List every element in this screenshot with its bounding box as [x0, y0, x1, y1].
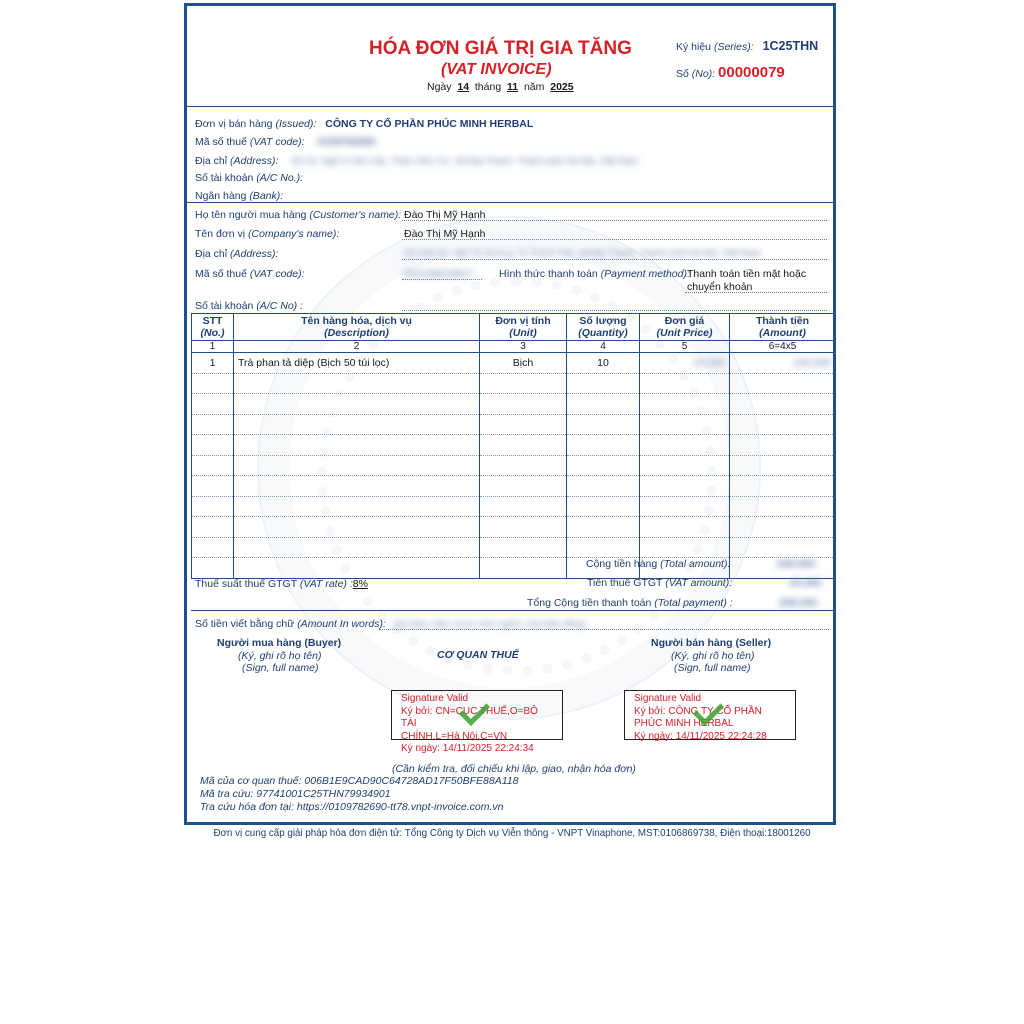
- tax-authority-code: Mã của cơ quan thuế: 006B1E9CAD90C64728AD17F50BFE88A118: [200, 775, 519, 787]
- column-header-unit-price: Đơn giá (Unit Price): [640, 314, 730, 341]
- signature-signer: Ký bởi: CÔNG TY CỔ PHẦN: [634, 705, 762, 717]
- series-value: 1C25THN: [762, 39, 819, 53]
- buyer-name-label: Họ tên người mua hàng (Customer's name):: [195, 209, 402, 221]
- invoice-date: Ngày 14 tháng 11 năm 2025: [427, 81, 574, 93]
- table-row: [192, 353, 836, 374]
- invoice-number: 00000079: [718, 64, 785, 81]
- seller-sign-title: Người bán hàng (Seller): [651, 637, 772, 649]
- buyer-sign-title: Người mua hàng (Buyer): [217, 637, 342, 649]
- table-row: [192, 537, 836, 558]
- table-row: [192, 414, 836, 435]
- buyer-tax-label: Mã số thuế (VAT code):: [195, 268, 305, 280]
- divider: [187, 106, 833, 107]
- payment-method-line1: Thanh toán tiền mặt hoặc: [687, 268, 807, 280]
- table-row: [192, 476, 836, 497]
- buyer-company: Đào Thị Mỹ Hạnh: [404, 228, 486, 240]
- index-cell: 6=4x5: [730, 341, 836, 353]
- dotted-line: [402, 310, 827, 311]
- seller-name-row: Đơn vị bán hàng (Issued): CÔNG TY CỔ PHẦN PHÚC MINH HERBAL: [195, 118, 534, 130]
- item-amount-cell: [730, 353, 836, 374]
- index-cell: 2: [234, 341, 480, 353]
- vat-rate-row: Thuế suất thuế GTGT (VAT rate) :8%: [195, 578, 368, 590]
- lookup-code: Mã tra cứu: 97741001C25THN79934901: [200, 788, 391, 800]
- seller-address-row: Địa chỉ (Address): Số 10, Ngõ 3 Văn Cầu, Thôn Hữu Tứ, Xã Đại Thanh, Thành phố Hà Nội, Việt Nam: [195, 155, 639, 167]
- seller-tax-code: 0109782690: [317, 136, 376, 148]
- dotted-line: [685, 292, 827, 293]
- signature-signer-cont: PHÚC MINH HERBAL: [634, 718, 734, 729]
- table-row: [192, 373, 836, 394]
- invoice-frame: [184, 3, 836, 825]
- dotted-line: [402, 279, 482, 280]
- verification-note: (Cần kiểm tra, đối chiếu khi lập, giao, nhận hóa đơn): [392, 763, 636, 775]
- buyer-sign-sub1: (Ký, ghi rõ họ tên): [238, 650, 322, 662]
- amount-in-words: Hai trăm năm mươi chín nghìn, hai trăm đồng: [392, 619, 586, 630]
- table-row: [192, 394, 836, 415]
- item-unit: Bịch: [480, 353, 567, 374]
- tax-authority-title: CƠ QUAN THUẾ: [437, 649, 519, 661]
- payment-method-line2: chuyển khoản: [687, 281, 753, 293]
- total-payment-label: Tổng Cộng tiền thanh toán (Total payment) :: [527, 597, 733, 609]
- buyer-name: Đào Thị Mỹ Hạnh: [404, 209, 486, 221]
- table-row: [192, 455, 836, 476]
- provider-footer: Đơn vị cung cấp giải pháp hóa đơn điện tử: Tổng Công ty Dịch vụ Viễn thông - VNPT Vinaphone, MST:0106869738, Điện thoại:18001260: [213, 828, 811, 839]
- buyer-sign-sub2: (Sign, full name): [242, 662, 319, 674]
- item-no: 1: [192, 353, 234, 374]
- signature-status: Signature Valid: [401, 693, 469, 704]
- column-header-unit: Đơn vị tính (Unit): [480, 314, 567, 341]
- column-header-amount: Thành tiền (Amount): [730, 314, 836, 341]
- divider: [187, 202, 833, 203]
- buyer-account-label: Số tài khoản (A/C No) :: [195, 300, 303, 312]
- buyer-company-label: Tên đơn vị (Company's name):: [195, 228, 340, 240]
- dotted-line: [402, 239, 827, 240]
- seller-sign-sub2: (Sign, full name): [674, 662, 751, 674]
- vat-rate: 8%: [352, 578, 368, 590]
- item-unit-price-cell: [640, 353, 730, 374]
- table-header-row: [192, 314, 836, 341]
- item-unit-price: 24.000: [692, 356, 725, 369]
- series-field: Ký hiệu (Series): 1C25THN: [676, 39, 819, 53]
- seller-company: CÔNG TY CỔ PHẦN PHÚC MINH HERBAL: [325, 118, 534, 130]
- dotted-line: [402, 259, 827, 260]
- invoice-subtitle: (VAT INVOICE): [441, 61, 552, 78]
- index-cell: 1: [192, 341, 234, 353]
- vat-amount-value: 19.200: [789, 577, 822, 589]
- table-row: [192, 496, 836, 517]
- total-amount-value: 240.000: [777, 558, 815, 570]
- index-cell: 5: [640, 341, 730, 353]
- index-cell: 4: [567, 341, 640, 353]
- items-table: [191, 313, 836, 579]
- vat-amount-label: Tiền thuế GTGT (VAT amount):: [587, 577, 733, 589]
- item-amount: 240.000: [793, 356, 831, 369]
- item-description: Trà phan tả diệp (Bịch 50 túi lọc): [234, 353, 480, 374]
- buyer-tax-code: 001158019627: [404, 268, 474, 280]
- buyer-address: Số nhà 32, ngõ 16 đường Tả Thanh Oai, xã Đại Thanh, Thành phố Hà Nội, Việt Nam: [404, 248, 762, 259]
- item-quantity: 10: [567, 353, 640, 374]
- dotted-line: [379, 629, 829, 630]
- total-amount-label: Cộng tiền hàng (Total amount):: [586, 558, 731, 570]
- table-row: [192, 558, 836, 579]
- table-index-row: [192, 341, 836, 353]
- invoice-number-field: Số (No): 00000079: [676, 64, 785, 81]
- seller-account-row: Số tài khoản (A/C No.):: [195, 172, 303, 184]
- payment-method-label: Hình thức thanh toán (Payment method):: [499, 268, 690, 280]
- signature-date: Ký ngày: 14/11/2025 22:24:34: [401, 743, 534, 754]
- signature-status: Signature Valid: [634, 693, 702, 704]
- table-row: [192, 435, 836, 456]
- seller-tax-row: Mã số thuế (VAT code): 0109782690: [195, 136, 376, 148]
- dotted-line: [402, 220, 827, 221]
- column-header-description: Tên hàng hóa, dịch vụ (Description): [234, 314, 480, 341]
- total-payment-value: 259.200: [779, 597, 817, 609]
- seller-address: Số 10, Ngõ 3 Văn Cầu, Thôn Hữu Tứ, Xã Đại Thanh, Thành phố Hà Nội, Việt Nam: [291, 156, 639, 167]
- buyer-address-label: Địa chỉ (Address):: [195, 248, 279, 260]
- signature-signer: Ký bởi: CN=CỤC THUẾ,O=BỘ TÀI: [401, 705, 538, 729]
- index-cell: 3: [480, 341, 567, 353]
- seller-bank-row: Ngân hàng (Bank):: [195, 190, 284, 202]
- signature-signer-cont: CHÍNH,L=Hà Nội,C=VN: [401, 730, 508, 742]
- table-row: [192, 517, 836, 538]
- column-header-no: STT (No.): [192, 314, 234, 341]
- divider: [191, 610, 835, 611]
- seller-sign-sub1: (Ký, ghi rõ họ tên): [671, 650, 755, 662]
- signature-date: Ký ngày: 14/11/2025 22:24:28: [634, 730, 767, 742]
- column-header-quantity: Số lượng (Quantity): [567, 314, 640, 341]
- amount-in-words-row: Số tiền viết bằng chữ (Amount In words): Hai trăm năm mươi chín nghìn, hai trăm đồng: [195, 618, 586, 630]
- lookup-url[interactable]: Tra cứu hóa đơn tại: https://0109782690-tt78.vnpt-invoice.com.vn: [200, 801, 504, 813]
- invoice-title: HÓA ĐƠN GIÁ TRỊ GIA TĂNG: [369, 38, 632, 59]
